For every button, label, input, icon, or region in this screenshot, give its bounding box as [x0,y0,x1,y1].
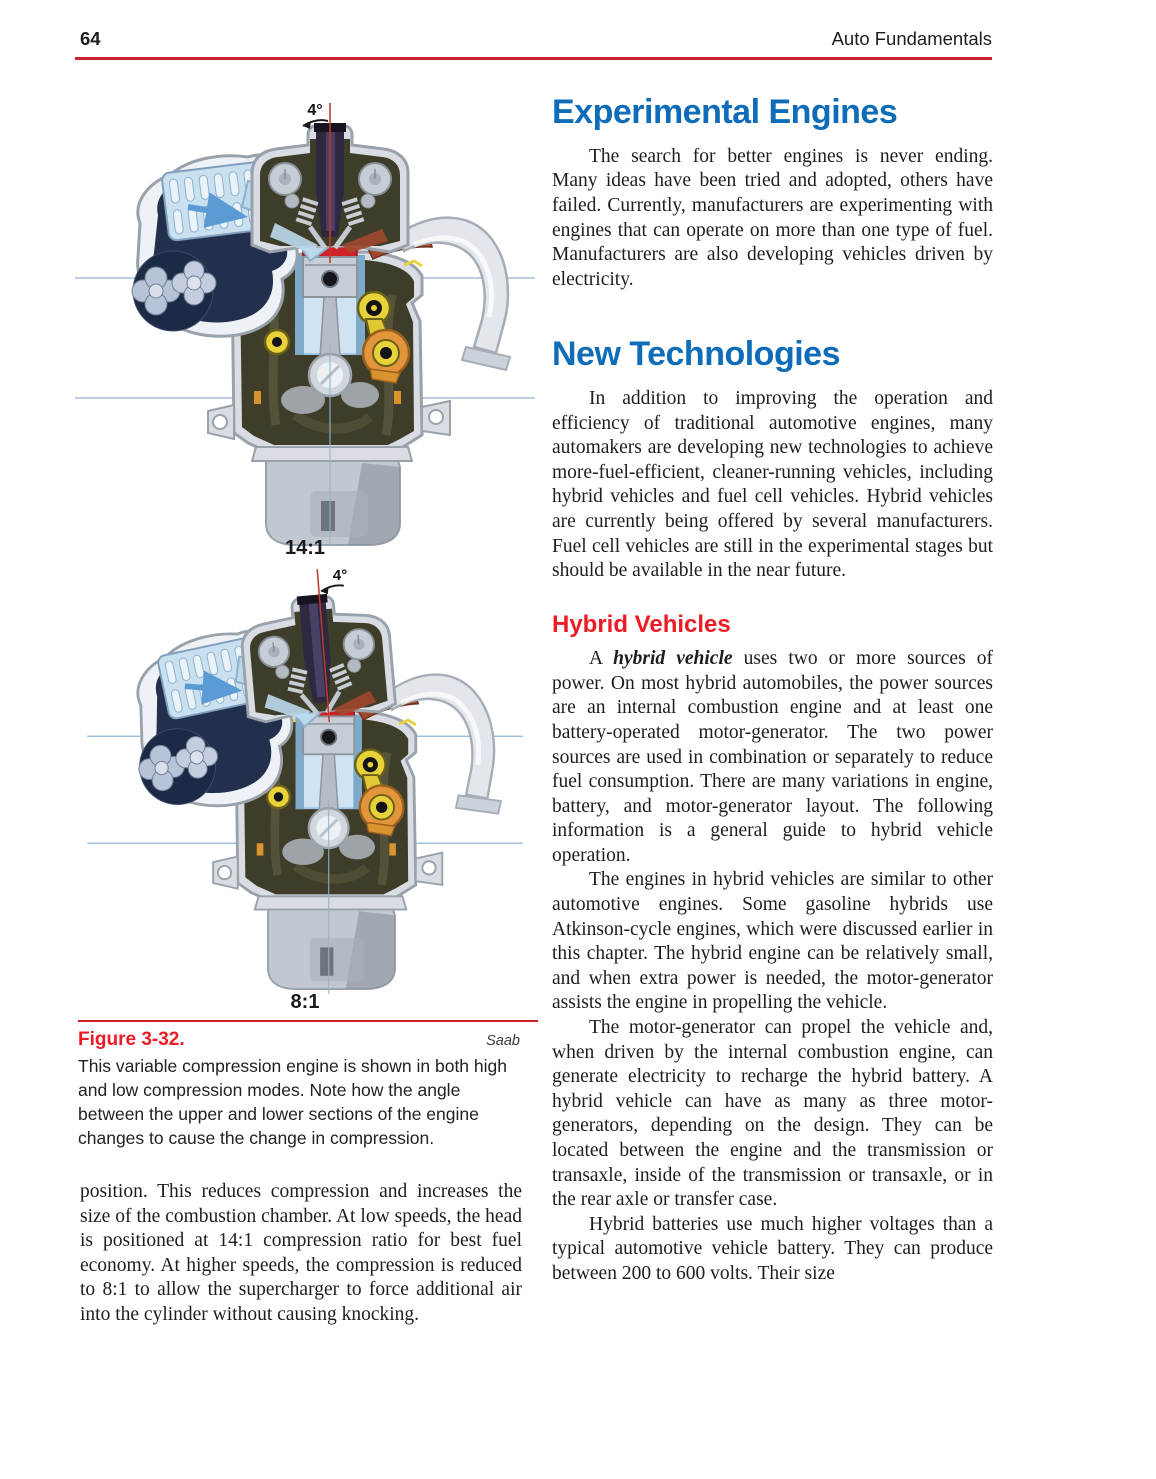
heading-experimental-engines: Experimental Engines [552,93,898,131]
header-rule [75,57,992,60]
figure-top-high-compression [70,95,540,565]
figure-bottom-low-compression [70,563,540,1011]
page-number: 64 [80,28,101,49]
hybrid-p1-lead: A [589,648,614,670]
hybrid-paragraph-4: Hybrid batteries use much higher voltages than a typical automotive vehicle battery. They can produce between 200 to 600 volts. Their size [552,1213,993,1284]
experimental-paragraph: The search for better engines is never ending. Many ideas have been tried and adopted, others have failed. Currently, manufacturers are experimenting with engines that can operate on more than one type of fuel. Manufacturers are also developing vehicles driven by electricity. [552,145,993,290]
engine-illustration-8-1 [70,563,540,1008]
ratio-label-low: 8:1 [290,991,320,1013]
angle-label-top: 4° [307,102,323,119]
hybrid-vehicle-term: hybrid vehicle [613,648,733,670]
angle-label-bottom: 4° [332,567,348,585]
hybrid-paragraph-2: The engines in hybrid vehicles are similar to other automotive engines. Some gasoline hybrids use Atkinson-cycle engines, which were discussed earlier in this chapter. The hybrid engine can be relatively small, and when extra power is needed, the motor-generator assists the engine in propelling the vehicle. [552,869,993,1014]
hybrid-p1-rest: uses two or more sources of power. On most hybrid automobiles, the power sources are an internal combustion engine and at least one battery-operated motor-generator. The two power sources are used in combination or separately to reduce fuel consumption. There are many variations in engine, battery, and motor-generator layout. The following information is a general guide to hybrid vehicle operation. [552,648,993,866]
new-technologies-paragraph: In addition to improving the operation and efficiency of traditional automotive engines, many automakers are developing new technologies to achieve more-fuel-efficient, cleaner-running vehicles, including hybrid vehicles and fuel cell vehicles. Hybrid vehicles are currently being offered by several manufacturers. Fuel cell vehicles are still in the experimental stages but should be available in the near future. [552,388,993,582]
running-head: Auto Fundamentals [831,28,992,49]
engine-illustration-14-1 [70,95,540,565]
heading-hybrid-vehicles: Hybrid Vehicles [552,610,731,638]
heading-new-technologies: New Technologies [552,335,840,374]
right-column [552,94,993,1287]
continuation-paragraph: position. This reduces compression and increases the size of the combustion chamber. At low speeds, the head is positioned at 14:1 compression ratio for best fuel economy. At higher speeds, the compression is reduced to 8:1 to allow the supercharger to force additional air into the cylinder without causing knocking. [80,1181,522,1325]
hybrid-paragraph-3: The motor-generator can propel the vehicle and, when driven by the internal combustion engine, can generate electricity to recharge the hybrid battery. A hybrid vehicle can have as many as three motor-generators, depending on the design. They can be located between the engine and the transmission or transaxle, inside of the transmission or transaxle, or in the rear axle or transfer case. [552,1017,993,1211]
left-column-body [80,1180,522,1328]
ratio-label-high: 14:1 [284,537,326,559]
figure-caption-text: This variable compression engine is shown in both high and low compression modes. Note how the angle between the upper and lower sections of the engine changes to cause the change in compression. [78,1056,507,1148]
page-header [80,28,992,50]
hybrid-paragraph-1 [552,647,993,868]
figure-credit: Saab [486,1033,520,1049]
figure-caption-block [78,1020,538,1150]
figure-number: Figure 3-32. [78,1029,185,1050]
